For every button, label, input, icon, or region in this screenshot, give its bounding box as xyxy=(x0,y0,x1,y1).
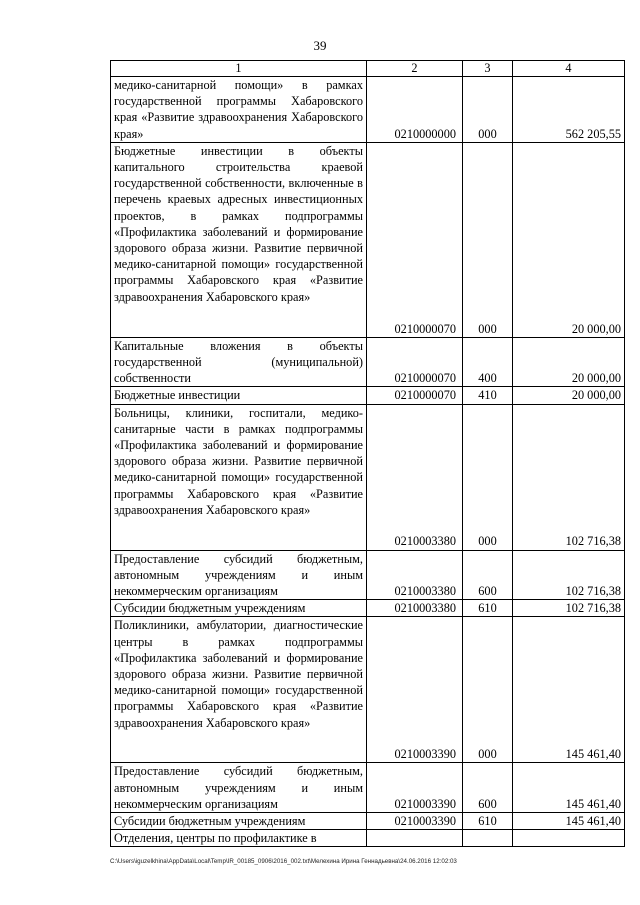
header-cell-4: 4 xyxy=(513,61,625,77)
file-path-footer: C:\Users\iguzelkhina\AppData\Local\Temp\IR_00185_0906\2016_002.txt\Мелехина Ирина Геннадьевна\24.06.2016 12:02:03 xyxy=(110,858,457,865)
row-expense-type: 000 xyxy=(463,404,513,550)
row-amount: 145 461,40 xyxy=(513,617,625,763)
header-cell-3: 3 xyxy=(463,61,513,77)
row-expense-type: 000 xyxy=(463,142,513,337)
row-expense-type xyxy=(463,830,513,847)
row-target-code: 0210000000 xyxy=(367,77,463,143)
row-description: Больницы, клиники, госпитали, медико-санитарные части в рамках подпрограммы «Профилактика заболеваний и формирование здорового образа жизни. Развитие первичной медико-санитарной помощи» государственной программы Хабаровского края «Развитие здравоохранения Хабаровского края» xyxy=(111,404,367,550)
row-expense-type: 410 xyxy=(463,387,513,404)
row-amount: 20 000,00 xyxy=(513,387,625,404)
row-description: Отделения, центры по профилактике в xyxy=(111,830,367,847)
row-description: Предоставление субсидий бюджетным, автономным учреждениям и иным некоммерческим организациям xyxy=(111,763,367,813)
row-expense-type: 600 xyxy=(463,550,513,600)
row-target-code: 0210000070 xyxy=(367,387,463,404)
row-amount: 102 716,38 xyxy=(513,550,625,600)
row-target-code: 0210000070 xyxy=(367,142,463,337)
row-amount: 145 461,40 xyxy=(513,763,625,813)
table-row xyxy=(111,763,625,813)
header-cell-2: 2 xyxy=(367,61,463,77)
row-target-code: 0210000070 xyxy=(367,337,463,387)
table-row xyxy=(111,617,625,763)
row-target-code: 0210003380 xyxy=(367,550,463,600)
row-amount: 145 461,40 xyxy=(513,813,625,830)
table-row xyxy=(111,550,625,600)
row-description: Предоставление субсидий бюджетным, автономным учреждениям и иным некоммерческим организациям xyxy=(111,550,367,600)
row-amount: 562 205,55 xyxy=(513,77,625,143)
row-description: Поликлиники, амбулатории, диагностические центры в рамках подпрограммы «Профилактика заболеваний и формирование здорового образа жизни. Развитие первичной медико-санитарной помощи» государственной программы Хабаровского края «Развитие здравоохранения Хабаровского края» xyxy=(111,617,367,763)
row-description: медико-санитарной помощи» в рамках государственной программы Хабаровского края «Развитие здравоохранения Хабаровского края» xyxy=(111,77,367,143)
table-row xyxy=(111,142,625,337)
row-expense-type: 000 xyxy=(463,77,513,143)
row-expense-type: 400 xyxy=(463,337,513,387)
row-target-code xyxy=(367,830,463,847)
page-number: 39 xyxy=(313,38,327,53)
row-target-code: 0210003380 xyxy=(367,404,463,550)
row-expense-type: 610 xyxy=(463,600,513,617)
row-target-code: 0210003380 xyxy=(367,600,463,617)
table-row xyxy=(111,813,625,830)
row-amount: 20 000,00 xyxy=(513,142,625,337)
row-target-code: 0210003390 xyxy=(367,813,463,830)
row-amount: 20 000,00 xyxy=(513,337,625,387)
table-row xyxy=(111,77,625,143)
row-description: Бюджетные инвестиции xyxy=(111,387,367,404)
row-description: Бюджетные инвестиции в объекты капитального строительства краевой государственной собственности, включенные в перечень краевых адресных инвестиционных проектов, в рамках подпрограммы «Профилактика заболеваний и формирование здорового образа жизни. Развитие первичной медико-санитарной помощи» государственной программы Хабаровского края «Развитие здравоохранения Хабаровского края» xyxy=(111,142,367,337)
table-row xyxy=(111,387,625,404)
row-amount: 102 716,38 xyxy=(513,404,625,550)
budget-table xyxy=(110,60,625,847)
row-expense-type: 000 xyxy=(463,617,513,763)
table-row xyxy=(111,404,625,550)
table-row xyxy=(111,600,625,617)
row-description: Капитальные вложения в объекты государственной (муниципальной) собственности xyxy=(111,337,367,387)
row-amount xyxy=(513,830,625,847)
row-target-code: 0210003390 xyxy=(367,763,463,813)
table-row xyxy=(111,830,625,847)
table-row xyxy=(111,337,625,387)
row-amount: 102 716,38 xyxy=(513,600,625,617)
row-description: Субсидии бюджетным учреждениям xyxy=(111,600,367,617)
row-expense-type: 600 xyxy=(463,763,513,813)
header-cell-1: 1 xyxy=(111,61,367,77)
row-description: Субсидии бюджетным учреждениям xyxy=(111,813,367,830)
row-target-code: 0210003390 xyxy=(367,617,463,763)
row-expense-type: 610 xyxy=(463,813,513,830)
table-header-row xyxy=(111,61,625,77)
